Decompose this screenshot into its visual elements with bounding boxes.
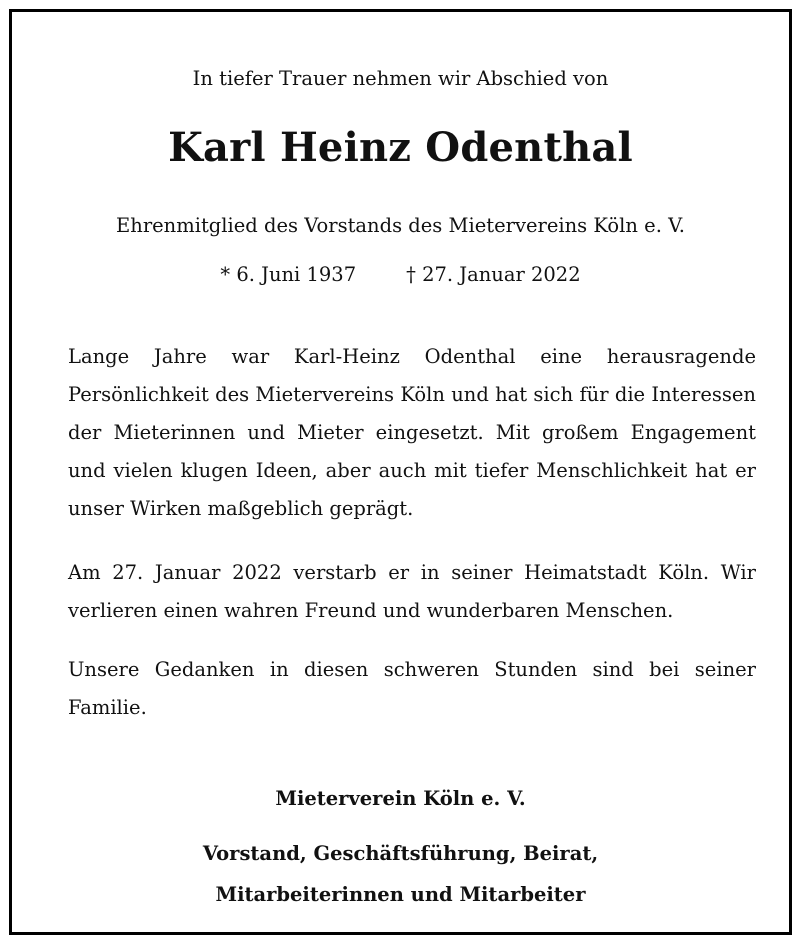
honorary-role: Ehrenmitglied des Vorstands des Mietervereins Köln e. V.	[116, 214, 685, 237]
obituary-notice	[9, 9, 792, 935]
signature-organization: Mieterverein Köln e. V.	[275, 787, 526, 810]
passing-paragraph: Am 27. Januar 2022 verstarb er in seiner Heimatstadt Köln. Wir verlieren einen wahren Freund und wunderbaren Menschen.	[68, 561, 756, 622]
death-date: † 27. Januar 2022	[406, 263, 581, 286]
birth-date: * 6. Juni 1937	[220, 263, 357, 286]
tribute-paragraph: Lange Jahre war Karl-Heinz Odenthal eine herausragende Persönlichkeit des Mietervereins Köln und hat sich für die Interessen der Mieterinnen und Mieter eingesetzt. Mit großem Engagement und vielen klugen Ideen, aber auch mit tiefer Menschlichkeit hat er unser Wirken maßgeblich geprägt.	[68, 345, 756, 520]
signature-line-2: Mitarbeiterinnen und Mitarbeiter	[215, 883, 586, 906]
signature-line-1: Vorstand, Geschäftsführung, Beirat,	[202, 842, 599, 865]
deceased-name: Karl Heinz Odenthal	[168, 124, 633, 171]
condolence-paragraph: Unsere Gedanken in diesen schweren Stunden sind bei seiner Familie.	[68, 658, 756, 719]
intro-line: In tiefer Trauer nehmen wir Abschied von	[192, 67, 609, 90]
life-dates	[12, 263, 789, 286]
